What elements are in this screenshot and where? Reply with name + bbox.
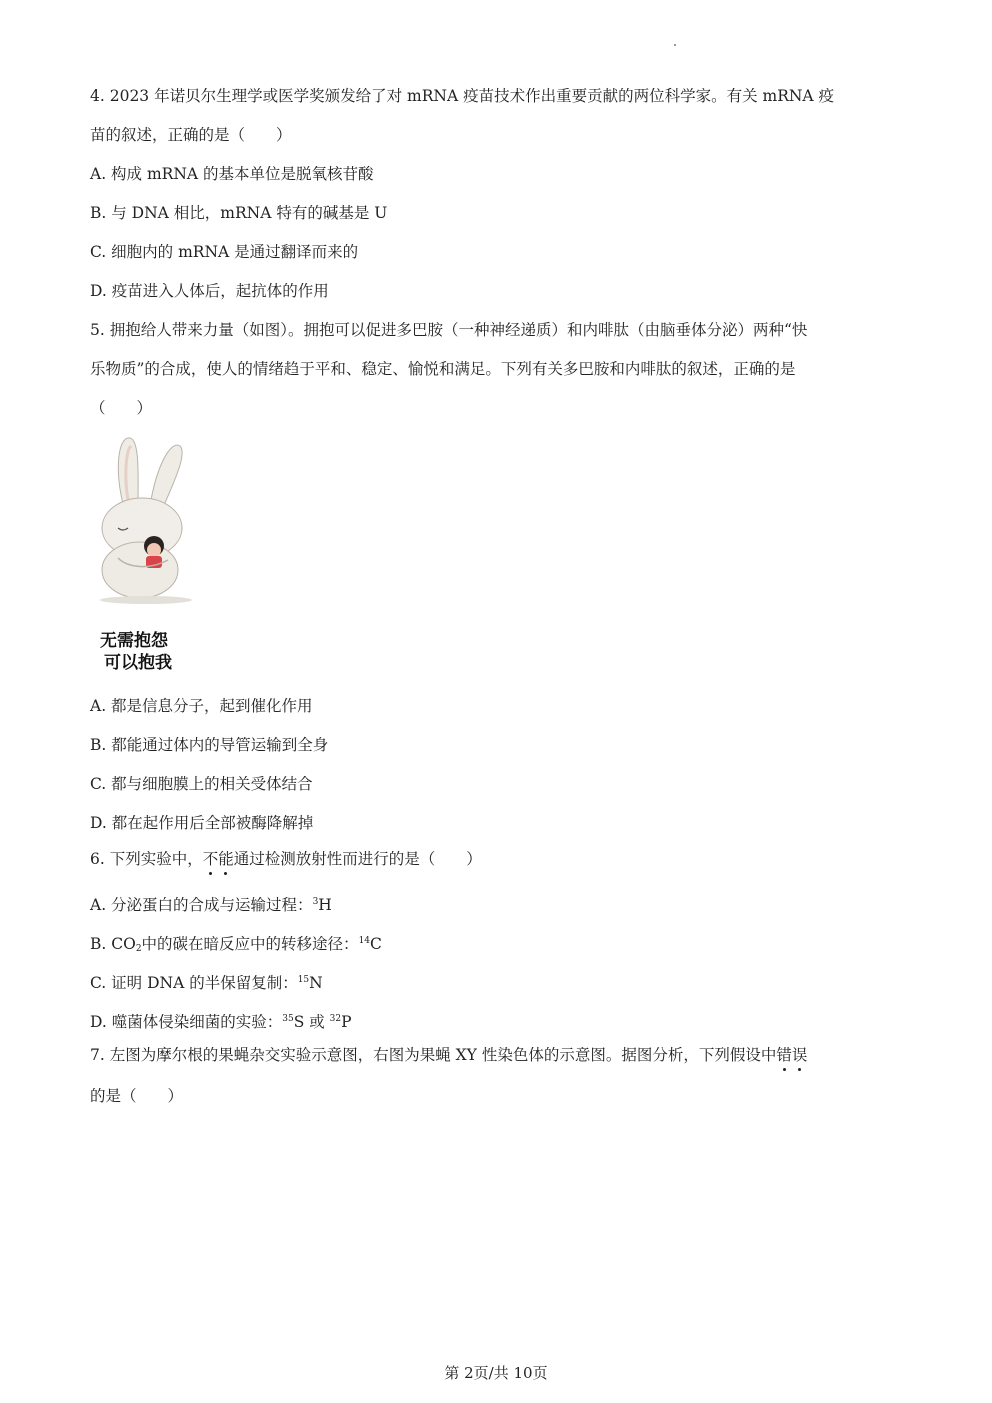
figure-caption-line2: 可以抱我	[104, 653, 172, 673]
q6-option-b-subscript: 2	[135, 944, 142, 954]
q6-option-a	[90, 892, 332, 915]
page-footer: 第 2页/共 10页	[444, 1364, 548, 1382]
q6-option-c-text: C. 证明 DNA 的半保留复制：	[90, 974, 298, 992]
q6-option-b-element: C	[370, 935, 382, 953]
q4-option-a: A. 构成 mRNA 的基本单位是脱氧核苷酸	[90, 165, 374, 183]
figure-caption	[100, 630, 210, 674]
figure-caption-line1: 无需抱怨	[100, 631, 168, 651]
page-corner-mark	[674, 44, 676, 46]
q4-stem-line2: 苗的叙述，正确的是（ ）	[90, 126, 292, 144]
q6-option-b-text: B. CO	[90, 935, 136, 953]
q7-emphasis-char-1: 错	[776, 1046, 792, 1064]
q5-option-c: C. 都与细胞膜上的相关受体结合	[90, 775, 313, 793]
q5-option-a: A. 都是信息分子，起到催化作用	[90, 697, 313, 715]
q6-option-a-text: A. 分泌蛋白的合成与运输过程：	[90, 896, 313, 914]
q6-stem	[90, 849, 482, 869]
q4-option-d: D. 疫苗进入人体后，起抗体的作用	[90, 282, 329, 300]
q4-stem-line1: 4. 2023 年诺贝尔生理学或医学奖颁发给了对 mRNA 疫苗技术作出重要贡献的两位科学家。有关 mRNA 疫	[90, 87, 835, 105]
q6-option-d-isotope-mass-1: 35	[282, 1014, 294, 1024]
q6-option-a-isotope-mass: 3	[312, 897, 319, 907]
q6-option-d-element-2: P	[341, 1013, 352, 1031]
q6-option-c-isotope-mass: 15	[297, 975, 310, 985]
q6-stem-prefix: 6. 下列实验中，	[90, 850, 203, 868]
q7-stem-prefix: 7. 左图为摩尔根的果蝇杂交实验示意图，右图为果蝇 XY 性染色体的示意图。据图分析，下列假设中	[90, 1046, 777, 1064]
q6-option-c	[90, 970, 323, 993]
q6-option-c-element: N	[309, 974, 323, 992]
q6-option-b	[90, 931, 382, 959]
q6-option-a-element: H	[318, 896, 332, 914]
q6-option-b-isotope-mass: 14	[358, 936, 371, 946]
rabbit-hug-illustration	[88, 430, 200, 610]
q4-option-c: C. 细胞内的 mRNA 是通过翻译而来的	[90, 243, 359, 261]
q4-option-b: B. 与 DNA 相比，mRNA 特有的碱基是 U	[90, 204, 388, 222]
q6-option-d-text: D. 噬菌体侵染细菌的实验：	[90, 1013, 283, 1031]
q5-option-b: B. 都能通过体内的导管运输到全身	[90, 736, 329, 754]
q6-option-d-element-1: S 或	[293, 1013, 330, 1031]
q5-stem-line1: 5. 拥抱给人带来力量（如图）。拥抱可以促进多巴胺（一种神经递质）和内啡肽（由脑垂体分泌）两种“快	[90, 321, 808, 339]
q6-option-b-text2: 中的碳在暗反应中的转移途径：	[141, 935, 359, 953]
q6-option-d	[90, 1009, 352, 1032]
q5-stem-line2: 乐物质”的合成，使人的情绪趋于平和、稳定、愉悦和满足。下列有关多巴胺和内啡肽的叙述，正确的是	[90, 360, 796, 378]
q7-stem-line1	[90, 1045, 807, 1065]
q7-stem-line2: 的是（ ）	[90, 1087, 184, 1105]
q5-stem-line3: （ ）	[90, 399, 153, 417]
q7-emphasis-char-2: 误	[791, 1046, 808, 1064]
q5-option-d: D. 都在起作用后全部被酶降解掉	[90, 814, 314, 832]
q6-emphasis-char-2: 能	[218, 850, 234, 868]
q6-stem-suffix: 通过检测放射性而进行的是（ ）	[233, 850, 482, 868]
q6-emphasis-char-1: 不	[202, 850, 219, 868]
q6-option-d-isotope-mass-2: 32	[329, 1014, 342, 1024]
